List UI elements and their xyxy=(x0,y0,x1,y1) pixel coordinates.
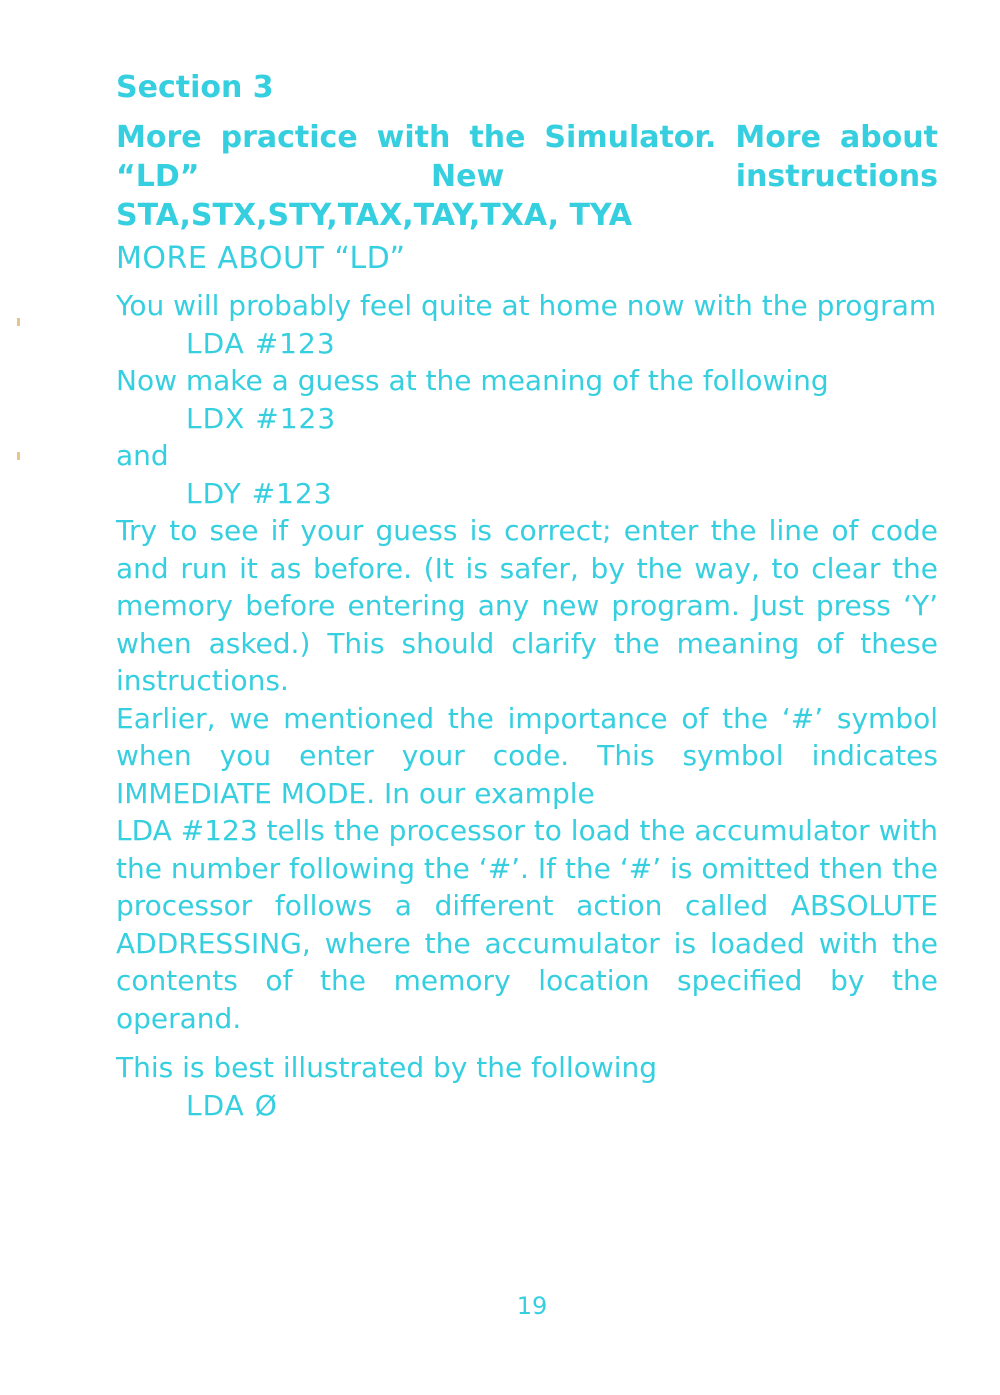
code-line-ldx-immediate: LDX #123 xyxy=(186,401,337,435)
paragraph-intro: You will probably feel quite at home now with the program xyxy=(116,289,937,322)
page-number: 19 xyxy=(516,1292,548,1320)
margin-mark xyxy=(17,318,20,326)
paragraph-immediate-mode: Earlier, we mentioned the importance of the ‘#’ symbol when you enter your code. This symbol indicates IMMEDIATE MODE. In our example xyxy=(116,701,938,810)
page-content xyxy=(116,68,938,1124)
paragraph-absolute-addressing: LDA #123 tells the processor to load the accumulator with the number following the ‘#’. If the ‘#’ is omitted then the processor follows a different action called ABSOLUTE ADDRESSING, where the accumulator is loaded with the contents of the memory location specified by the operand. xyxy=(116,814,938,1035)
code-line-lda-immediate: LDA #123 xyxy=(186,326,336,360)
paragraph-guess: Now make a guess at the meaning of the following xyxy=(116,364,829,397)
code-line-lda-absolute: LDA Ø xyxy=(186,1088,278,1122)
paragraph-and: and xyxy=(116,439,169,472)
section-label: Section 3 xyxy=(116,70,274,105)
margin-mark xyxy=(17,452,20,460)
code-line-ldy-immediate: LDY #123 xyxy=(186,476,333,510)
paragraph-try: Try to see if your guess is correct; enter the line of code and run it as before. (It is safer, by the way, to clear the memory before entering any new program. Just press ‘Y’ when asked.) This should clarify the meaning of these instructions. xyxy=(116,514,938,697)
section-title: More practice with the Simulator. More about “LD” New instructions STA,STX,STY,TAX,TAY,TXA, TYA xyxy=(116,120,938,233)
paragraph-illustration: This is best illustrated by the following xyxy=(116,1051,658,1084)
subheading: MORE ABOUT “LD” xyxy=(116,241,406,276)
